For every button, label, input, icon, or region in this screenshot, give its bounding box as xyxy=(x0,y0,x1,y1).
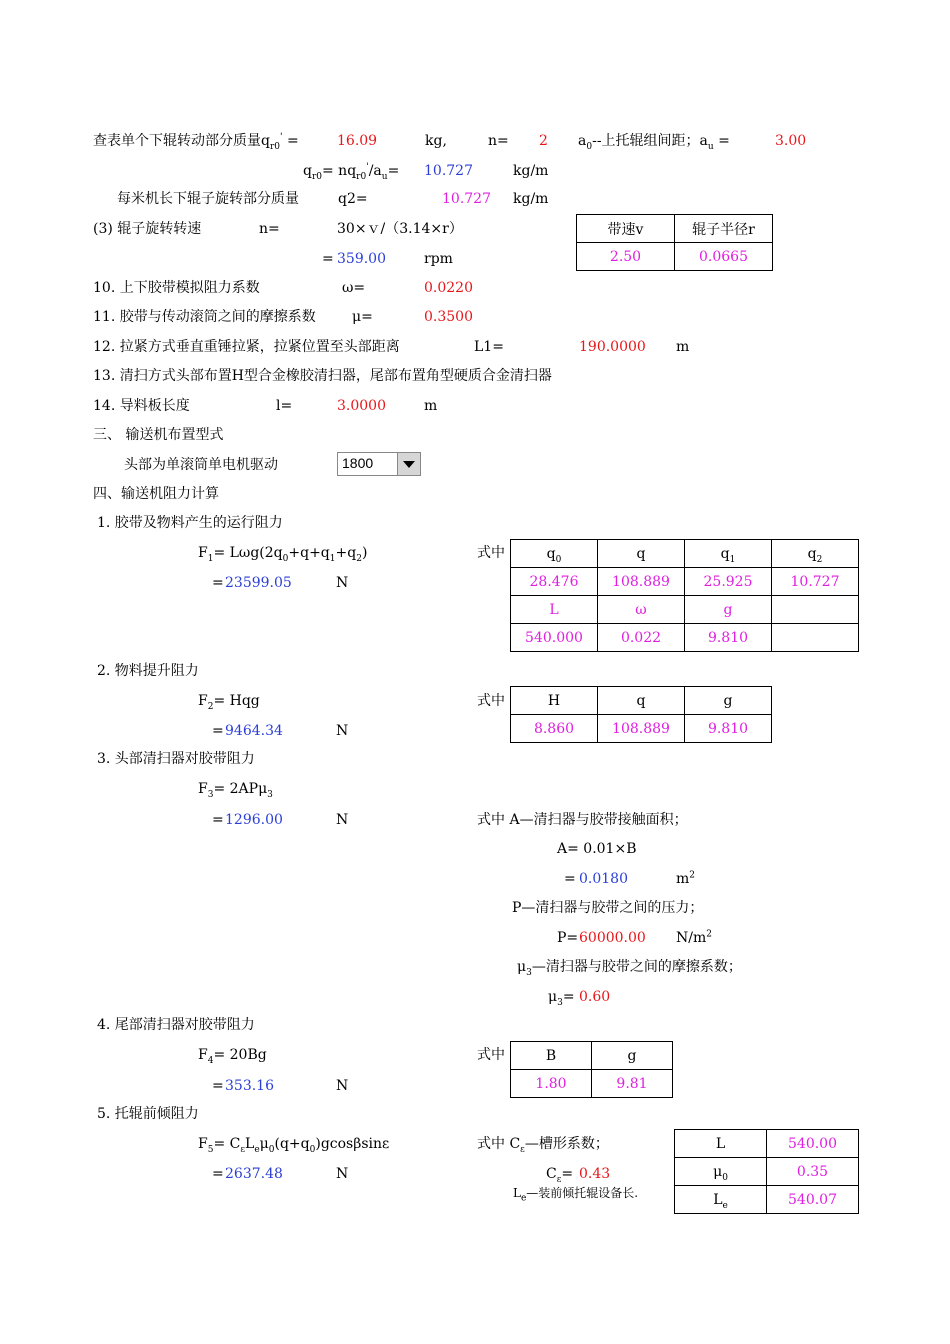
r3-mu-value: 0.60 xyxy=(579,989,611,1005)
r1-h-q2: $q_2$ xyxy=(772,540,859,568)
r2-unit: N xyxy=(336,723,349,739)
r5-c-value: 0.43 xyxy=(579,1166,611,1182)
r1-formula: $F_1= L\omega g(2q_0+q+q_1+q_2)$ xyxy=(198,545,368,564)
r2-eq: = xyxy=(212,723,224,739)
r5-unit: N xyxy=(336,1166,349,1182)
r2-v-H: 8.860 xyxy=(511,715,598,743)
r1-v-q2: 10.727 xyxy=(772,568,859,596)
r1-h-q0: $q_0$ xyxy=(511,540,598,568)
drive-arrangement-label: 头部为单滚筒单电机驱动 xyxy=(124,457,278,473)
item10-label: 10. 上下胶带模拟阻力系数 xyxy=(93,280,260,296)
item12-symbol: L1= xyxy=(474,339,504,355)
r2-value: 9464.34 xyxy=(225,723,283,739)
lower-roller-mass-label: 每米机长下辊子旋转部分质量 xyxy=(117,191,299,207)
r2-v-g: 9.810 xyxy=(685,715,772,743)
r5-h-mu0: $\mu_0$ xyxy=(675,1158,767,1186)
r1-shizhong: 式中 xyxy=(477,545,505,561)
r5-c-label: $C_\varepsilon=$ xyxy=(546,1166,574,1185)
belt-speed-header: 带速v xyxy=(577,215,675,243)
roller-speed-formula: 30×ｖ/（3.14×r） xyxy=(337,221,463,237)
r4-formula: $F_4= 20Bg$ xyxy=(198,1047,267,1066)
item12-label: 12. 拉紧方式垂直重锤拉紧，拉紧位置至头部距离 xyxy=(93,339,400,355)
r3-a-unit: $m^2$ xyxy=(676,870,696,887)
single-roller-mass-value: 16.09 xyxy=(337,133,378,149)
r1-v-omega: 0.022 xyxy=(598,624,685,652)
single-roller-mass-label: 查表单个下辊转动部分质量$q_{r0}'$ = xyxy=(93,132,299,152)
r2-title: 2. 物料提升阻力 xyxy=(97,663,199,679)
r5-v-mu0: 0.35 xyxy=(767,1158,859,1186)
roller-speed-eq: = xyxy=(322,251,334,267)
item11-symbol: μ= xyxy=(352,309,373,325)
r3-value: 1296.00 xyxy=(225,812,283,828)
r5-table xyxy=(674,1129,859,1214)
roller-speed-n: n= xyxy=(259,221,280,237)
r4-h-g: g xyxy=(592,1042,673,1070)
r3-p-label: P= xyxy=(557,930,579,946)
r2-h-g: g xyxy=(685,687,772,715)
r1-table xyxy=(510,539,859,652)
r1-eq: = xyxy=(212,575,224,591)
section4-title: 四、输送机阻力计算 xyxy=(93,486,219,502)
r4-title: 4. 尾部清扫器对胶带阻力 xyxy=(97,1017,255,1033)
item10-symbol: ω= xyxy=(342,280,366,296)
qr0-unit: kg/m xyxy=(513,163,549,179)
r1-v-q0: 28.476 xyxy=(511,568,598,596)
r1-v-q1: 25.925 xyxy=(685,568,772,596)
r4-h-B: B xyxy=(511,1042,592,1070)
r2-table xyxy=(510,686,772,743)
item11-value: 0.3500 xyxy=(424,309,473,325)
r4-value: 353.16 xyxy=(225,1078,274,1094)
belt-speed-value: 2.50 xyxy=(577,243,675,271)
r3-p-unit: $N/m^2$ xyxy=(676,929,712,946)
idler-spacing-label: $a_0--$上托辊组间距；$a_u$ = xyxy=(578,133,730,152)
r3-shizhong: 式中 A—清扫器与胶带接触面积； xyxy=(477,812,688,828)
r3-mu-label: $\mu_3=$ xyxy=(548,989,575,1008)
idler-spacing-value: 3.00 xyxy=(775,133,807,149)
r1-h-q1: $q_1$ xyxy=(685,540,772,568)
r5-v-Le: 540.07 xyxy=(767,1186,859,1214)
speed-table xyxy=(576,214,773,271)
r1-h-omega: ω xyxy=(598,596,685,624)
item14-label: 14. 导料板长度 xyxy=(93,398,190,414)
r4-eq: = xyxy=(212,1078,224,1094)
r1-title: 1. 胶带及物料产生的运行阻力 xyxy=(97,515,283,531)
item13-label: 13. 清扫方式头部布置H型合金橡胶清扫器，尾部布置角型硬质合金清扫器 xyxy=(93,368,552,384)
r3-formula: $F_3= 2AP\mu_3$ xyxy=(198,781,273,800)
roller-speed-unit: rpm xyxy=(424,251,453,267)
roller-radius-value: 0.0665 xyxy=(675,243,773,271)
r5-h-L: L xyxy=(675,1130,767,1158)
r2-h-q: q xyxy=(598,687,685,715)
r1-value: 23599.05 xyxy=(225,575,292,591)
roller-speed-value: 359.00 xyxy=(337,251,386,267)
q2-label: q2= xyxy=(338,191,368,207)
r1-h-L: L xyxy=(511,596,598,624)
r5-title: 5. 托辊前倾阻力 xyxy=(97,1106,199,1122)
single-roller-mass-unit: kg, xyxy=(425,133,447,149)
item14-unit: m xyxy=(424,398,438,414)
r5-h-Le: $L_e$ xyxy=(675,1186,767,1214)
r1-empty-cell xyxy=(772,596,859,624)
item12-unit: m xyxy=(676,339,690,355)
item10-value: 0.0220 xyxy=(424,280,473,296)
r1-v-g: 9.810 xyxy=(685,624,772,652)
r5-formula: $F_5= C_\varepsilon L_e\mu_0(q+q_0)gcos\beta\sin\varepsilon$ xyxy=(198,1136,390,1155)
r1-h-g: g xyxy=(685,596,772,624)
r1-h-q: q xyxy=(598,540,685,568)
r3-unit: N xyxy=(336,812,349,828)
item11-label: 11. 胶带与传动滚筒之间的摩擦系数 xyxy=(93,309,316,325)
r1-unit: N xyxy=(336,575,349,591)
r2-formula: $F_2=$ Hqg xyxy=(198,693,260,712)
r4-v-B: 1.80 xyxy=(511,1070,592,1098)
r3-a-formula: A= 0.01×B xyxy=(557,841,637,857)
r2-shizhong: 式中 xyxy=(477,693,505,709)
item14-value: 3.0000 xyxy=(337,398,386,414)
r5-eq: = xyxy=(212,1166,224,1182)
r3-p-value: 60000.00 xyxy=(579,930,646,946)
q2-unit: kg/m xyxy=(513,191,549,207)
r5-le-desc: $L_e—$装前倾托辊设备长. xyxy=(513,1186,639,1204)
q2-value: 10.727 xyxy=(442,191,491,207)
item14-symbol: l= xyxy=(276,398,293,414)
roller-radius-header: 辊子半径r xyxy=(675,215,773,243)
r1-v-q: 108.889 xyxy=(598,568,685,596)
r2-v-q: 108.889 xyxy=(598,715,685,743)
roller-speed-label: (3) 辊子旋转转速 xyxy=(93,221,202,237)
section3-title: 三、 输送机布置型式 xyxy=(93,427,224,443)
n-value: 2 xyxy=(539,133,548,149)
drive-select[interactable] xyxy=(337,452,421,476)
r3-title: 3. 头部清扫器对胶带阻力 xyxy=(97,751,255,767)
r3-a-value: 0.0180 xyxy=(579,871,628,887)
r4-unit: N xyxy=(336,1078,349,1094)
drive-select-value: 1800 xyxy=(342,455,374,471)
r3-mu-desc: $\mu_3—$清扫器与胶带之间的摩擦系数； xyxy=(517,959,742,978)
r5-value: 2637.48 xyxy=(225,1166,283,1182)
r1-empty-cell-2 xyxy=(772,624,859,652)
r3-a-eq: = xyxy=(564,871,576,887)
r5-shizhong: 式中 $C_\varepsilon—$槽形系数； xyxy=(477,1136,609,1155)
r3-p-desc: P—清扫器与胶带之间的压力； xyxy=(512,900,704,916)
qr0-value: 10.727 xyxy=(424,163,473,179)
n-label: n= xyxy=(488,133,509,149)
r2-h-H: H xyxy=(511,687,598,715)
r1-v-L: 540.000 xyxy=(511,624,598,652)
dropdown-arrow-icon[interactable] xyxy=(397,453,420,475)
qr0-formula: $q_{r0}= nq_{r0}'/a_u=$ xyxy=(303,162,400,182)
r5-v-L: 540.00 xyxy=(767,1130,859,1158)
r3-eq: = xyxy=(212,812,224,828)
r4-table xyxy=(510,1041,673,1098)
r4-shizhong: 式中 xyxy=(477,1047,505,1063)
r4-v-g: 9.81 xyxy=(592,1070,673,1098)
item12-value: 190.0000 xyxy=(579,339,646,355)
